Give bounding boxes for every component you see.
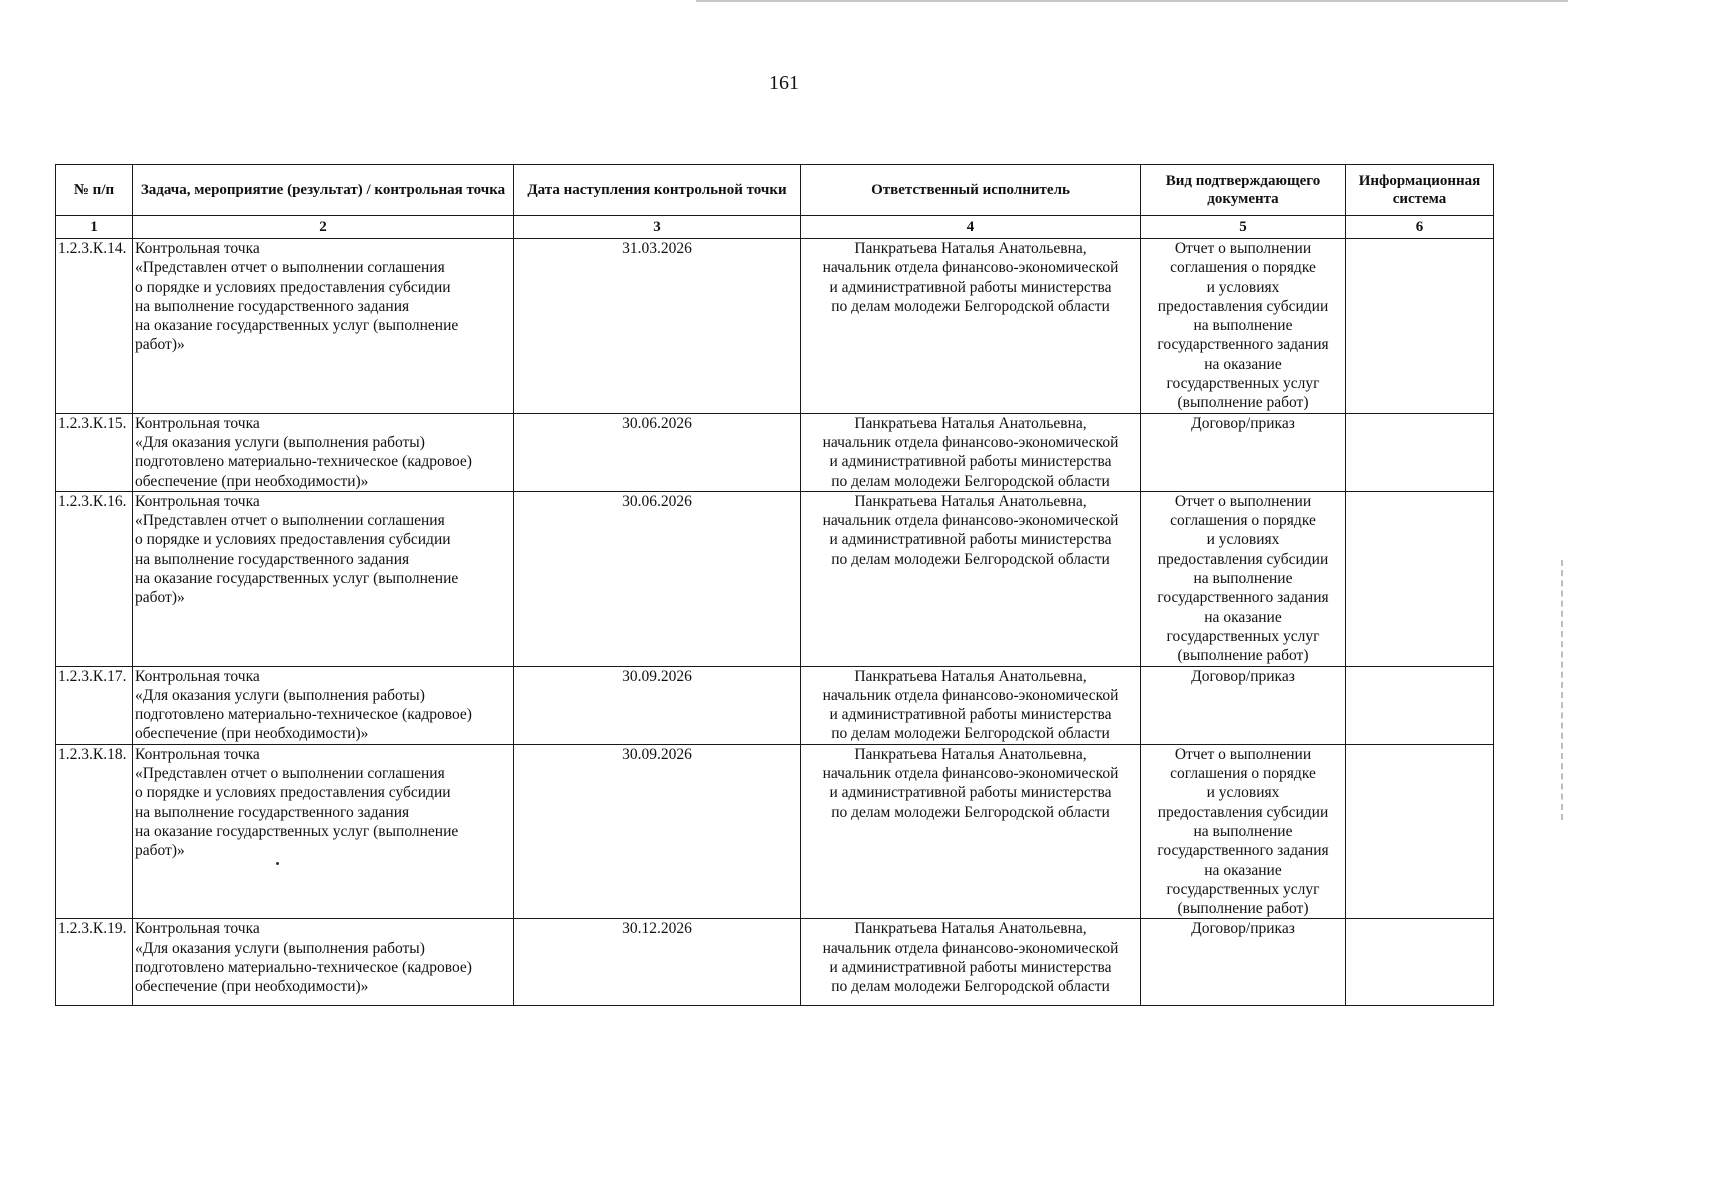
table-row — [56, 666, 1494, 744]
cell-number: 1.2.3.К.19. — [56, 919, 133, 1006]
task-text-line: обеспечение (при необходимости)» — [135, 978, 369, 996]
executor-text-line: Панкратьева Наталья Анатольевна, — [854, 240, 1087, 257]
column-number: 4 — [801, 216, 1141, 239]
document-text-line: Договор/приказ — [1191, 920, 1295, 938]
table-row — [56, 239, 1494, 414]
page-number: 161 — [769, 72, 799, 94]
task-text-line: о порядке и условиях предоставления субсидии — [135, 278, 451, 296]
cell-executor — [801, 491, 1141, 666]
executor-text-line: начальник отдела финансово-экономической — [822, 939, 1119, 957]
column-number: 2 — [133, 216, 514, 239]
task-text-line: Контрольная точка — [135, 920, 260, 938]
task-text-line: на оказание государственных услуг (выполнение — [135, 570, 459, 588]
document-text-line: на оказание — [1204, 608, 1282, 626]
task-text-line: Контрольная точка — [135, 492, 260, 510]
cell-document — [1141, 919, 1346, 1006]
table-header-row — [56, 165, 1494, 216]
cell-executor — [801, 919, 1141, 1006]
task-text-line: на выполнение государственного задания — [135, 803, 410, 821]
task-text-line: подготовлено материально-техническое (кадровое) — [135, 453, 472, 471]
task-text-line: Контрольная точка — [135, 414, 260, 432]
header-date: Дата наступления контрольной точки — [514, 165, 801, 216]
top-scan-rule — [696, 0, 1568, 2]
cell-task — [133, 491, 514, 666]
executor-text-line: и административной работы министерства — [829, 531, 1112, 549]
document-text-line: предоставления субсидии — [1157, 803, 1329, 821]
document-text-line: соглашения о порядке — [1170, 259, 1316, 277]
executor-text-line: начальник отдела финансово-экономической — [822, 512, 1119, 530]
document-text-line: (выполнение работ) — [1177, 394, 1309, 412]
document-text-line: и условиях — [1206, 278, 1280, 296]
cell-date: 30.09.2026 — [514, 744, 801, 919]
executor-text-line: начальник отдела финансово-экономической — [822, 765, 1119, 783]
task-text-line: Контрольная точка — [135, 240, 260, 257]
task-text-line: «Для оказания услуги (выполнения работы) — [135, 686, 425, 704]
task-text-line: «Представлен отчет о выполнении соглашения — [135, 765, 445, 783]
cell-date: 30.06.2026 — [514, 491, 801, 666]
document-text-line: государственных услуг — [1166, 375, 1320, 393]
task-text-line: Контрольная точка — [135, 667, 260, 685]
column-number: 6 — [1346, 216, 1494, 239]
scan-edge-mark — [1561, 560, 1565, 820]
document-text-line: Отчет о выполнении — [1174, 745, 1312, 763]
column-number: 1 — [56, 216, 133, 239]
executor-text-line: начальник отдела финансово-экономической — [822, 686, 1119, 704]
executor-text-line: Панкратьева Наталья Анатольевна, — [854, 492, 1087, 510]
cell-system — [1346, 919, 1494, 1006]
document-text-line: на оказание — [1204, 355, 1282, 373]
document-text-line: на выполнение — [1193, 822, 1293, 840]
cell-task — [133, 413, 514, 491]
executor-text-line: Панкратьева Наталья Анатольевна, — [854, 667, 1087, 685]
document-text-line: соглашения о порядке — [1170, 765, 1316, 783]
column-number: 5 — [1141, 216, 1346, 239]
cell-document — [1141, 666, 1346, 744]
task-text-line: о порядке и условиях предоставления субсидии — [135, 784, 451, 802]
header-task: Задача, мероприятие (результат) / контрольная точка — [133, 165, 514, 216]
cell-document — [1141, 491, 1346, 666]
cell-document — [1141, 239, 1346, 414]
executor-text-line: по делам молодежи Белгородской области — [831, 725, 1110, 743]
table-row — [56, 413, 1494, 491]
column-number-row — [56, 216, 1494, 239]
document-text-line: на выполнение — [1193, 570, 1293, 588]
cell-system — [1346, 413, 1494, 491]
document-text-line: предоставления субсидии — [1157, 297, 1329, 315]
header-document: Вид подтверждающего документа — [1141, 165, 1346, 216]
task-text-line: Контрольная точка — [135, 745, 260, 763]
cell-executor — [801, 239, 1141, 414]
document-text-line: на выполнение — [1193, 317, 1293, 335]
task-text-line: работ)» — [135, 589, 185, 607]
executor-text-line: и административной работы министерства — [829, 453, 1112, 471]
document-text-line: Отчет о выполнении — [1174, 492, 1312, 510]
document-text-line: (выполнение работ) — [1177, 900, 1309, 918]
task-text-line: на выполнение государственного задания — [135, 550, 410, 568]
executor-text-line: и административной работы министерства — [829, 706, 1112, 724]
table-row — [56, 919, 1494, 1006]
cell-task — [133, 744, 514, 919]
document-text-line: на оказание — [1204, 861, 1282, 879]
cell-system — [1346, 744, 1494, 919]
cell-date: 31.03.2026 — [514, 239, 801, 414]
executor-text-line: по делам молодежи Белгородской области — [831, 297, 1110, 315]
cell-date: 30.09.2026 — [514, 666, 801, 744]
document-text-line: Договор/приказ — [1191, 414, 1295, 432]
header-system: Информационная система — [1346, 165, 1494, 216]
document-text-line: государственного задания — [1157, 842, 1329, 860]
cell-number: 1.2.3.К.14. — [56, 239, 133, 414]
task-text-line: работ)» — [135, 842, 185, 860]
task-text-line: на оказание государственных услуг (выполнение — [135, 317, 459, 335]
executor-text-line: начальник отдела финансово-экономической — [822, 433, 1119, 451]
task-text-line: на выполнение государственного задания — [135, 297, 410, 315]
cell-date: 30.06.2026 — [514, 413, 801, 491]
cell-executor — [801, 413, 1141, 491]
task-text-line: подготовлено материально-техническое (кадровое) — [135, 706, 472, 724]
document-text-line: государственного задания — [1157, 589, 1329, 607]
table-row — [56, 491, 1494, 666]
header-num: № п/п — [56, 165, 133, 216]
cell-task — [133, 666, 514, 744]
cell-system — [1346, 239, 1494, 414]
executor-text-line: и административной работы министерства — [829, 278, 1112, 296]
task-text-line: подготовлено материально-техническое (кадровое) — [135, 958, 472, 976]
task-text-line: «Представлен отчет о выполнении соглашения — [135, 259, 445, 277]
header-executor: Ответственный исполнитель — [801, 165, 1141, 216]
task-text-line: обеспечение (при необходимости)» — [135, 725, 369, 743]
cell-document — [1141, 744, 1346, 919]
cell-document — [1141, 413, 1346, 491]
cell-executor — [801, 666, 1141, 744]
executor-text-line: по делам молодежи Белгородской области — [831, 978, 1110, 996]
executor-text-line: по делам молодежи Белгородской области — [831, 803, 1110, 821]
document-text-line: (выполнение работ) — [1177, 647, 1309, 665]
cell-number: 1.2.3.К.16. — [56, 491, 133, 666]
document-text-line: государственного задания — [1157, 336, 1329, 354]
task-text-line: обеспечение (при необходимости)» — [135, 472, 369, 490]
cell-system — [1346, 666, 1494, 744]
cell-system — [1346, 491, 1494, 666]
task-text-line: «Для оказания услуги (выполнения работы) — [135, 433, 425, 451]
document-text-line: государственных услуг — [1166, 880, 1320, 898]
document-text-line: и условиях — [1206, 784, 1280, 802]
cell-task — [133, 239, 514, 414]
document-text-line: соглашения о порядке — [1170, 512, 1316, 530]
task-text-line: о порядке и условиях предоставления субсидии — [135, 531, 451, 549]
executor-text-line: Панкратьева Наталья Анатольевна, — [854, 920, 1087, 938]
executor-text-line: и административной работы министерства — [829, 958, 1112, 976]
cell-number: 1.2.3.К.15. — [56, 413, 133, 491]
executor-text-line: по делам молодежи Белгородской области — [831, 472, 1110, 490]
cell-number: 1.2.3.К.17. — [56, 666, 133, 744]
cell-executor — [801, 744, 1141, 919]
scan-speck — [276, 862, 279, 865]
document-text-line: Отчет о выполнении — [1174, 240, 1312, 257]
executor-text-line: начальник отдела финансово-экономической — [822, 259, 1119, 277]
task-text-line: «Представлен отчет о выполнении соглашения — [135, 512, 445, 530]
task-text-line: работ)» — [135, 336, 185, 354]
executor-text-line: и административной работы министерства — [829, 784, 1112, 802]
column-number: 3 — [514, 216, 801, 239]
cell-date: 30.12.2026 — [514, 919, 801, 1006]
executor-text-line: Панкратьева Наталья Анатольевна, — [854, 414, 1087, 432]
table-row — [56, 744, 1494, 919]
task-text-line: на оказание государственных услуг (выполнение — [135, 822, 459, 840]
executor-text-line: по делам молодежи Белгородской области — [831, 550, 1110, 568]
document-text-line: и условиях — [1206, 531, 1280, 549]
task-text-line: «Для оказания услуги (выполнения работы) — [135, 939, 425, 957]
document-text-line: предоставления субсидии — [1157, 550, 1329, 568]
executor-text-line: Панкратьева Наталья Анатольевна, — [854, 745, 1087, 763]
document-text-line: государственных услуг — [1166, 627, 1320, 645]
cell-task — [133, 919, 514, 1006]
cell-number: 1.2.3.К.18. — [56, 744, 133, 919]
document-text-line: Договор/приказ — [1191, 667, 1295, 685]
control-points-table — [55, 164, 1494, 1006]
